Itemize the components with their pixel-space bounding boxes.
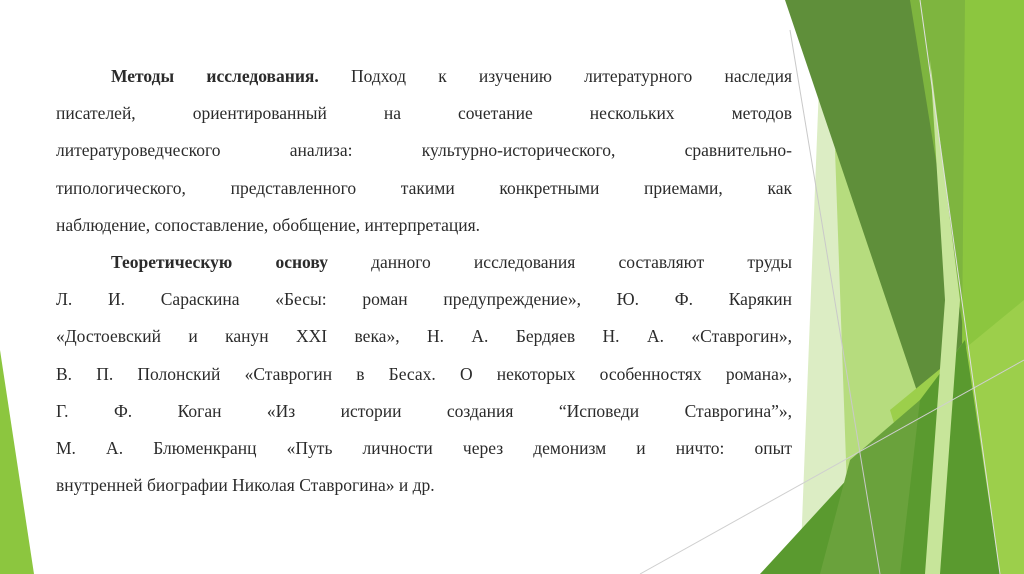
paragraph-methods-line-4: типологического, представленного такими конкретными приемами, как [56, 177, 792, 198]
paragraph-methods-line-5: наблюдение, сопоставление, обобщение, интерпретация. [56, 214, 481, 235]
paragraph-methods-line-3: литературоведческого анализа: культурно-исторического, сравнительно- [56, 140, 792, 161]
paragraph-theory-line-2: Л. И. Сараскина «Бесы: роман предупреждение», Ю. Ф. Карякин [56, 289, 792, 310]
paragraph-methods-line-2: писателей, ориентированный на сочетание нескольких методов [56, 103, 792, 124]
body-text [56, 58, 792, 504]
paragraph-theory-line-5: Г. Ф. Коган «Из истории создания “Исповеди Ставрогина”», [56, 400, 792, 421]
methods-heading: Методы исследования. [111, 66, 319, 86]
paragraph-theory-line-4: В. П. Полонский «Ставрогин в Бесах. О некоторых особенностях романа», [56, 363, 792, 384]
paragraph-theory-line-7: внутренней биографии Николая Ставрогина» и др. [56, 475, 435, 496]
theory-line-1-text: данного исследования составляют труды [327, 251, 793, 272]
paragraph-theory-line-6: М. А. Блюменкранц «Путь личности через демонизм и ничто: опыт [56, 437, 792, 458]
paragraph-theory-line-3: «Достоевский и канун XXI века», Н. А. Бердяев Н. А. «Ставрогин», [56, 326, 792, 347]
methods-line-1-text: Подход к изучению литературного наследия [318, 66, 792, 86]
paragraph-theory-line-1 [56, 244, 792, 281]
paragraph-methods [56, 58, 792, 244]
theory-heading: Теоретическую основу [111, 251, 328, 272]
left-green-sliver [0, 350, 34, 574]
paragraph-methods-line-1 [56, 58, 792, 95]
paragraph-theory [56, 244, 792, 504]
